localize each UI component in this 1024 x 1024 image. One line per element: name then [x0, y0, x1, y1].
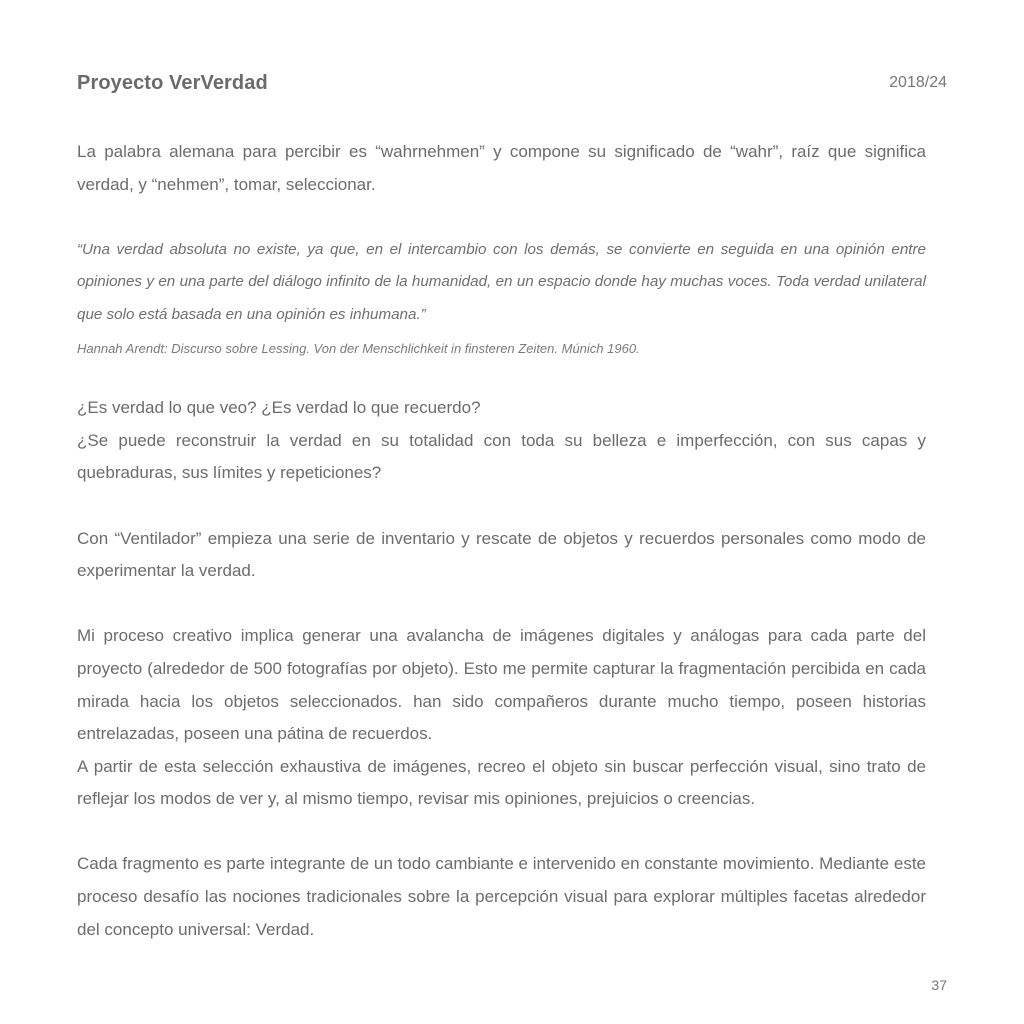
- page-number: 37: [931, 977, 947, 993]
- spacer: [77, 588, 926, 621]
- process-paragraph-1: Mi proceso creativo implica generar una avalancha de imágenes digitales y análogas para cada parte del proyecto (alrededor de 500 fotografías por objeto). Esto me permite capturar la fragmentación percibida en cada mirada hacia los objetos seleccionados. han sido compañeros durante mucho tiempo, poseen historias entrelazadas, poseen una pátina de recuerdos.: [77, 626, 926, 744]
- page-title: Proyecto VerVerdad: [77, 72, 268, 94]
- quote-citation: Hannah Arendt: Discurso sobre Lessing. Von der Menschlichkeit in finsteren Zeiten. Múnich 1960.: [77, 340, 640, 356]
- question-line-1: ¿Es verdad lo que veo? ¿Es verdad lo que recuerdo?: [77, 398, 481, 418]
- project-years: 2018/24: [889, 74, 947, 91]
- spacer: [77, 360, 926, 393]
- closing-paragraph: Cada fragmento es parte integrante de un todo cambiante e intervenido en constante movimiento. Mediante este proceso desafío las nociones tradicionales sobre la percepción visual para explorar múltiples facetas alrededor del concepto universal: Verdad.: [77, 854, 926, 939]
- spacer: [77, 490, 926, 523]
- spacer: [77, 201, 926, 234]
- question-line-2: ¿Se puede reconstruir la verdad en su totalidad con toda su belleza e imperfección, con sus capas y quebraduras, sus límites y repeticiones?: [77, 430, 926, 483]
- spacer: [77, 816, 926, 849]
- ventilador-paragraph: Con “Ventilador” empieza una serie de inventario y rescate de objetos y recuerdos personales como modo de experimentar la verdad.: [77, 528, 926, 581]
- process-paragraph-2: A partir de esta selección exhaustiva de imágenes, recreo el objeto sin buscar perfección visual, sino trato de reflejar los modos de ver y, al mismo tiempo, revisar mis opiniones, prejuicios o creencias.: [77, 756, 926, 809]
- arendt-quote: “Una verdad absoluta no existe, ya que, en el intercambio con los demás, se convierte en seguida en una opinión entre opiniones y en una parte del diálogo infinito de la humanidad, en un espacio donde hay muchas voces. Toda verdad unilateral que solo está basada en una opinión es inhumana.”: [77, 240, 926, 323]
- intro-paragraph: La palabra alemana para percibir es “wahrnehmen” y compone su significado de “wahr”, raíz que significa verdad, y “nehmen”, tomar, seleccionar.: [77, 142, 926, 194]
- body-text: [77, 136, 926, 946]
